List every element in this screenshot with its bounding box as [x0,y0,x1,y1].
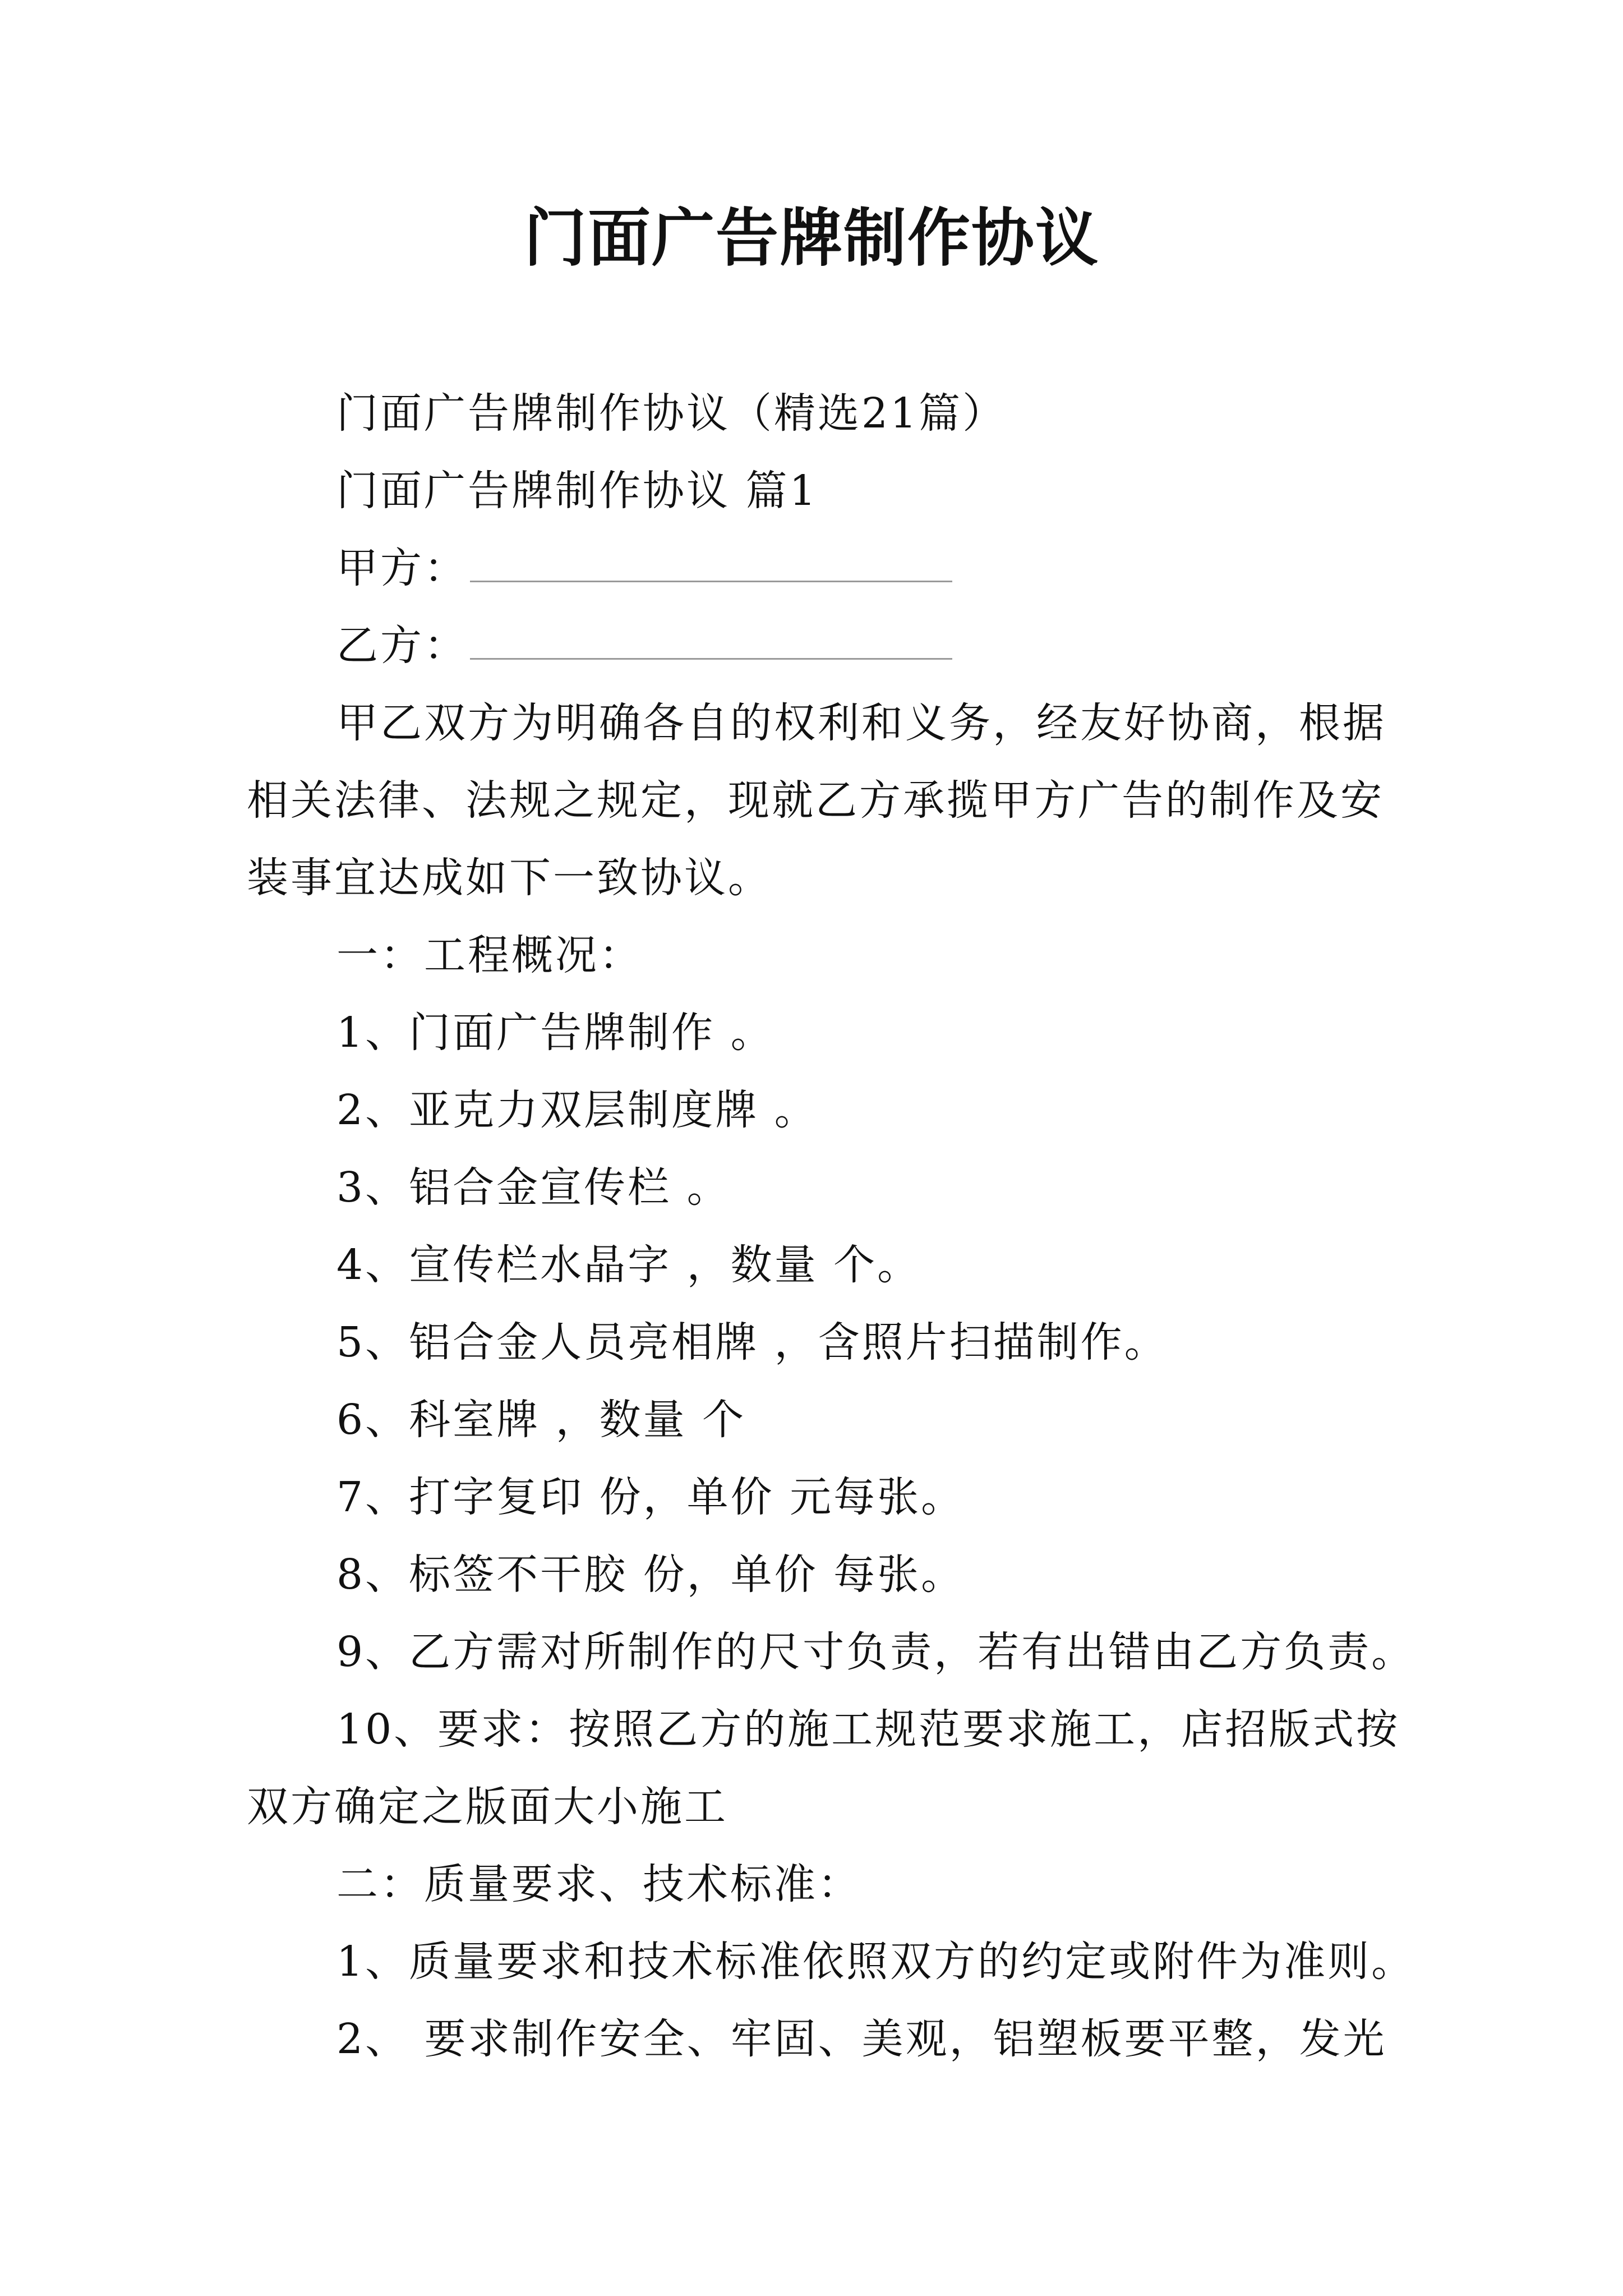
party-b-label: 乙方： [336,622,468,670]
section-heading: 门面广告牌制作协议 篇1 [336,467,818,515]
subtitle: 门面广告牌制作协议（精选21篇） [336,389,1007,438]
party-b-line [247,607,1380,684]
heading-quality: 二：质量要求、技术标准： [336,1860,861,1908]
party-a-blank [470,578,952,582]
party-a-label: 甲方： [336,544,468,592]
heading-project-overview: 一：工程概况： [336,931,643,979]
list-item-10-line-2: 双方确定之版面大小施工 [247,1783,728,1831]
document-body [247,375,1415,2078]
list-item: 9、乙方需对所制作的尺寸负责，若有出错由乙方负责。 [336,1628,1415,1676]
intro-line-3: 装事宜达成如下一致协议。 [247,854,772,902]
list-item: 2、 要求制作安全、牢固、美观，铝塑板要平整，发光 [336,2015,1387,2063]
party-a-line [247,530,1380,607]
list-item: 1、质量要求和技术标准依照双方的约定或附件为准则。 [336,1938,1415,1986]
list-item: 8、标签不干胶 份，单价 每张。 [336,1550,965,1599]
list-item: 2、亚克力双层制度牌 。 [336,1086,818,1134]
list-item: 4、宣传栏水晶字 ，数量 个。 [336,1241,921,1289]
list-item: 1、门面广告牌制作 。 [336,1009,774,1057]
document-title: 门面广告牌制作协议 [524,201,1099,275]
intro-line-1: 甲乙双方为明确各自的权利和义务，经友好协商，根据 [336,699,1386,747]
list-item: 6、科室牌 ，数量 个 [336,1396,746,1444]
list-item: 7、打字复印 份，单价 元每张。 [336,1473,965,1521]
list-item-10-line-1: 10、要求：按照乙方的施工规范要求施工，店招版式按 [336,1705,1400,1754]
list-item: 3、铝合金宣传栏 。 [336,1163,731,1212]
list-item: 5、铝合金人员亮相牌 ，含照片扫描制作。 [336,1318,1168,1366]
party-b-blank [470,656,952,660]
intro-line-2: 相关法律、法规之规定，现就乙方承揽甲方广告的制作及安 [247,776,1384,825]
